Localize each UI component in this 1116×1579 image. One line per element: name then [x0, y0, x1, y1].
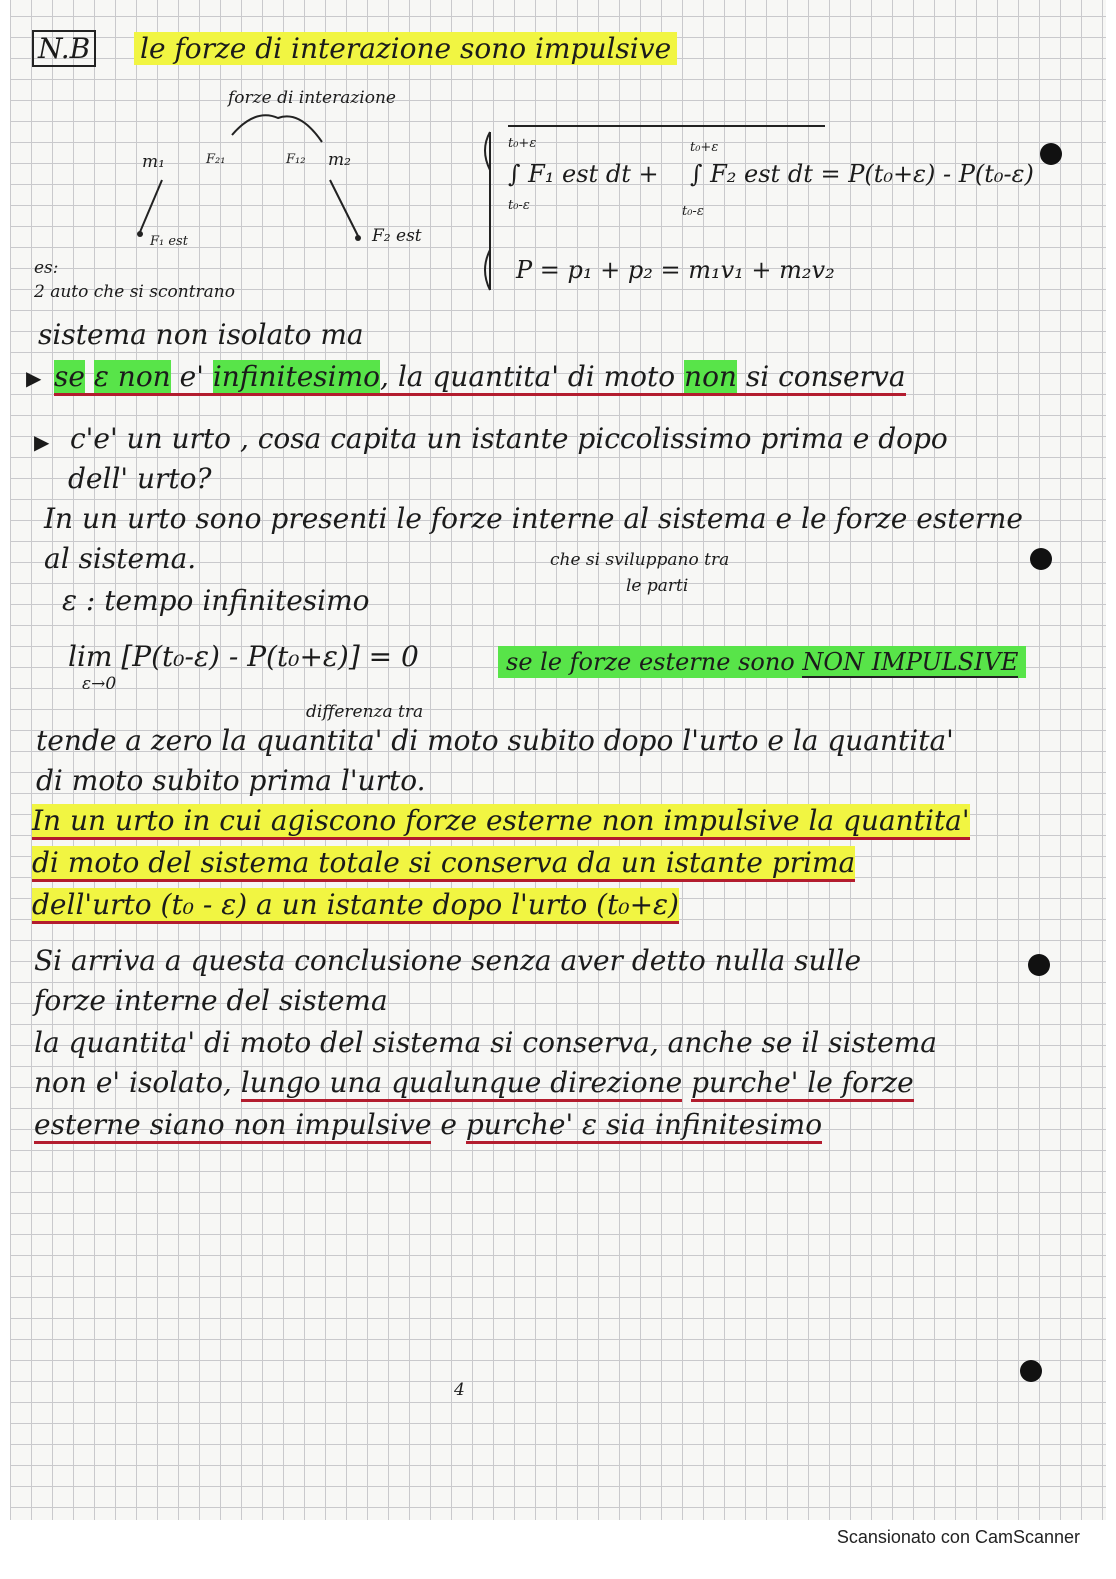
bullet1-infinitesimo: infinitesimo — [212, 360, 381, 393]
bullet2-line2: dell' urto? — [68, 462, 212, 495]
conclusion-direzione: lungo una qualunque direzione — [241, 1066, 682, 1102]
bullet1-si-conserva: si conserva — [745, 360, 906, 393]
bullet1-line — [54, 360, 906, 396]
lower-limit-1: t₀-ε — [508, 198, 530, 213]
point-m2 — [355, 235, 361, 241]
system-text: sistema non isolato ma — [38, 318, 364, 351]
integral-1: ∫ F₁ est dt + — [508, 160, 659, 188]
note-parts-1: che si sviluppano tra — [550, 550, 730, 570]
tends-line1: tende a zero la quantita' di moto subito dopo l'urto e la quantita' — [36, 724, 954, 757]
tends-line2: di moto subito prima l'urto. — [36, 764, 426, 797]
upper-limit-2: t₀+ε — [690, 140, 719, 155]
yellow-line3: dell'urto (t₀ - ε) a un istante dopo l'urto (t₀+ε) — [32, 888, 679, 924]
yellow-line2: di moto del sistema totale si conserva da un istante prima — [32, 846, 855, 882]
conclusion-line5 — [34, 1108, 822, 1141]
conclusion-purche: purche' le forze — [691, 1066, 914, 1102]
m1-label: m₁ — [142, 152, 165, 172]
conclusion-infinitesimo: purche' ε sia infinitesimo — [466, 1108, 822, 1144]
note-parts-2: le parti — [626, 576, 689, 596]
scanner-footer: Scansionato con CamScanner — [836, 1527, 1080, 1547]
lower-limit-2: t₀-ε — [682, 204, 704, 219]
example-label: es: — [34, 258, 59, 278]
f1est-label: F₁ est — [150, 234, 188, 249]
f2est-label: F₂ est — [372, 226, 422, 246]
upper-limit-1: t₀+ε — [508, 136, 537, 151]
page-title: le forze di interazione sono impulsive — [134, 32, 677, 65]
m2-label: m₂ — [328, 150, 351, 170]
binder-hole — [1020, 1360, 1042, 1382]
bullet1-qdm: , la quantita' di moto — [380, 360, 676, 393]
notebook-page — [10, 0, 1106, 1520]
binder-hole — [1030, 548, 1052, 570]
urto-line1: In un urto sono presenti le forze interne al sistema e le forze esterne — [44, 502, 1024, 535]
example-text: 2 auto che si scontrano — [34, 282, 235, 302]
epsilon-definition: ε : tempo infinitesimo — [62, 584, 370, 617]
limit-subscript: ε→0 — [82, 674, 117, 694]
yellow-line1: In un urto in cui agiscono forze esterne non impulsive la quantita' — [32, 804, 970, 840]
nb-box: N.B — [32, 30, 96, 67]
path-m2 — [330, 180, 358, 236]
f12-label: F₁₂ — [286, 152, 306, 167]
f21-label: F₂₁ — [206, 152, 226, 167]
binder-hole — [1040, 143, 1062, 165]
conclusion-e: e — [440, 1108, 457, 1141]
point-m1 — [137, 231, 143, 237]
momentum-equation: P = p₁ + p₂ = m₁v₁ + m₂v₂ — [516, 256, 835, 284]
limit-expression: lim [P(t₀-ε) - P(t₀+ε)] = 0 — [68, 640, 419, 673]
forces-brace — [232, 115, 322, 142]
bullet-marker: ▶ — [26, 366, 42, 390]
forces-label: forze di interazione — [228, 88, 396, 108]
path-m1 — [140, 180, 162, 232]
difference-note: differenza tra — [306, 702, 424, 722]
conclusion-non-impulsive: esterne siano non impulsive — [34, 1108, 431, 1144]
limit-condition — [498, 646, 1026, 678]
bullet1-eps-non: ε non — [93, 360, 171, 393]
bullet1-non: non — [684, 360, 737, 393]
conclusion-line3: la quantita' di moto del sistema si conserva, anche se il sistema — [34, 1026, 937, 1059]
bullet1-se: se — [54, 360, 85, 393]
limit-condition-text: se le forze esterne sono — [506, 648, 795, 676]
bullet2-line1: c'e' un urto , cosa capita un istante piccolissimo prima e dopo — [70, 422, 948, 455]
conclusion-non-isolato: non e' isolato, — [34, 1066, 232, 1099]
conclusion-line2: forze interne del sistema — [34, 984, 388, 1017]
limit-condition-nonimpulsive: NON IMPULSIVE — [802, 648, 1019, 676]
integral-2: ∫ F₂ est dt = P(t₀+ε) - P(t₀-ε) — [690, 160, 1034, 188]
bullet1-e: e' — [179, 360, 204, 393]
urto-line2: al sistema. — [44, 542, 197, 575]
page-number: 4 — [454, 1380, 465, 1400]
conclusion-line1: Si arriva a questa conclusione senza aver detto nulla sulle — [34, 944, 862, 977]
bullet-marker: ▶ — [34, 430, 50, 454]
binder-hole — [1028, 954, 1050, 976]
conclusion-line4 — [34, 1066, 914, 1099]
